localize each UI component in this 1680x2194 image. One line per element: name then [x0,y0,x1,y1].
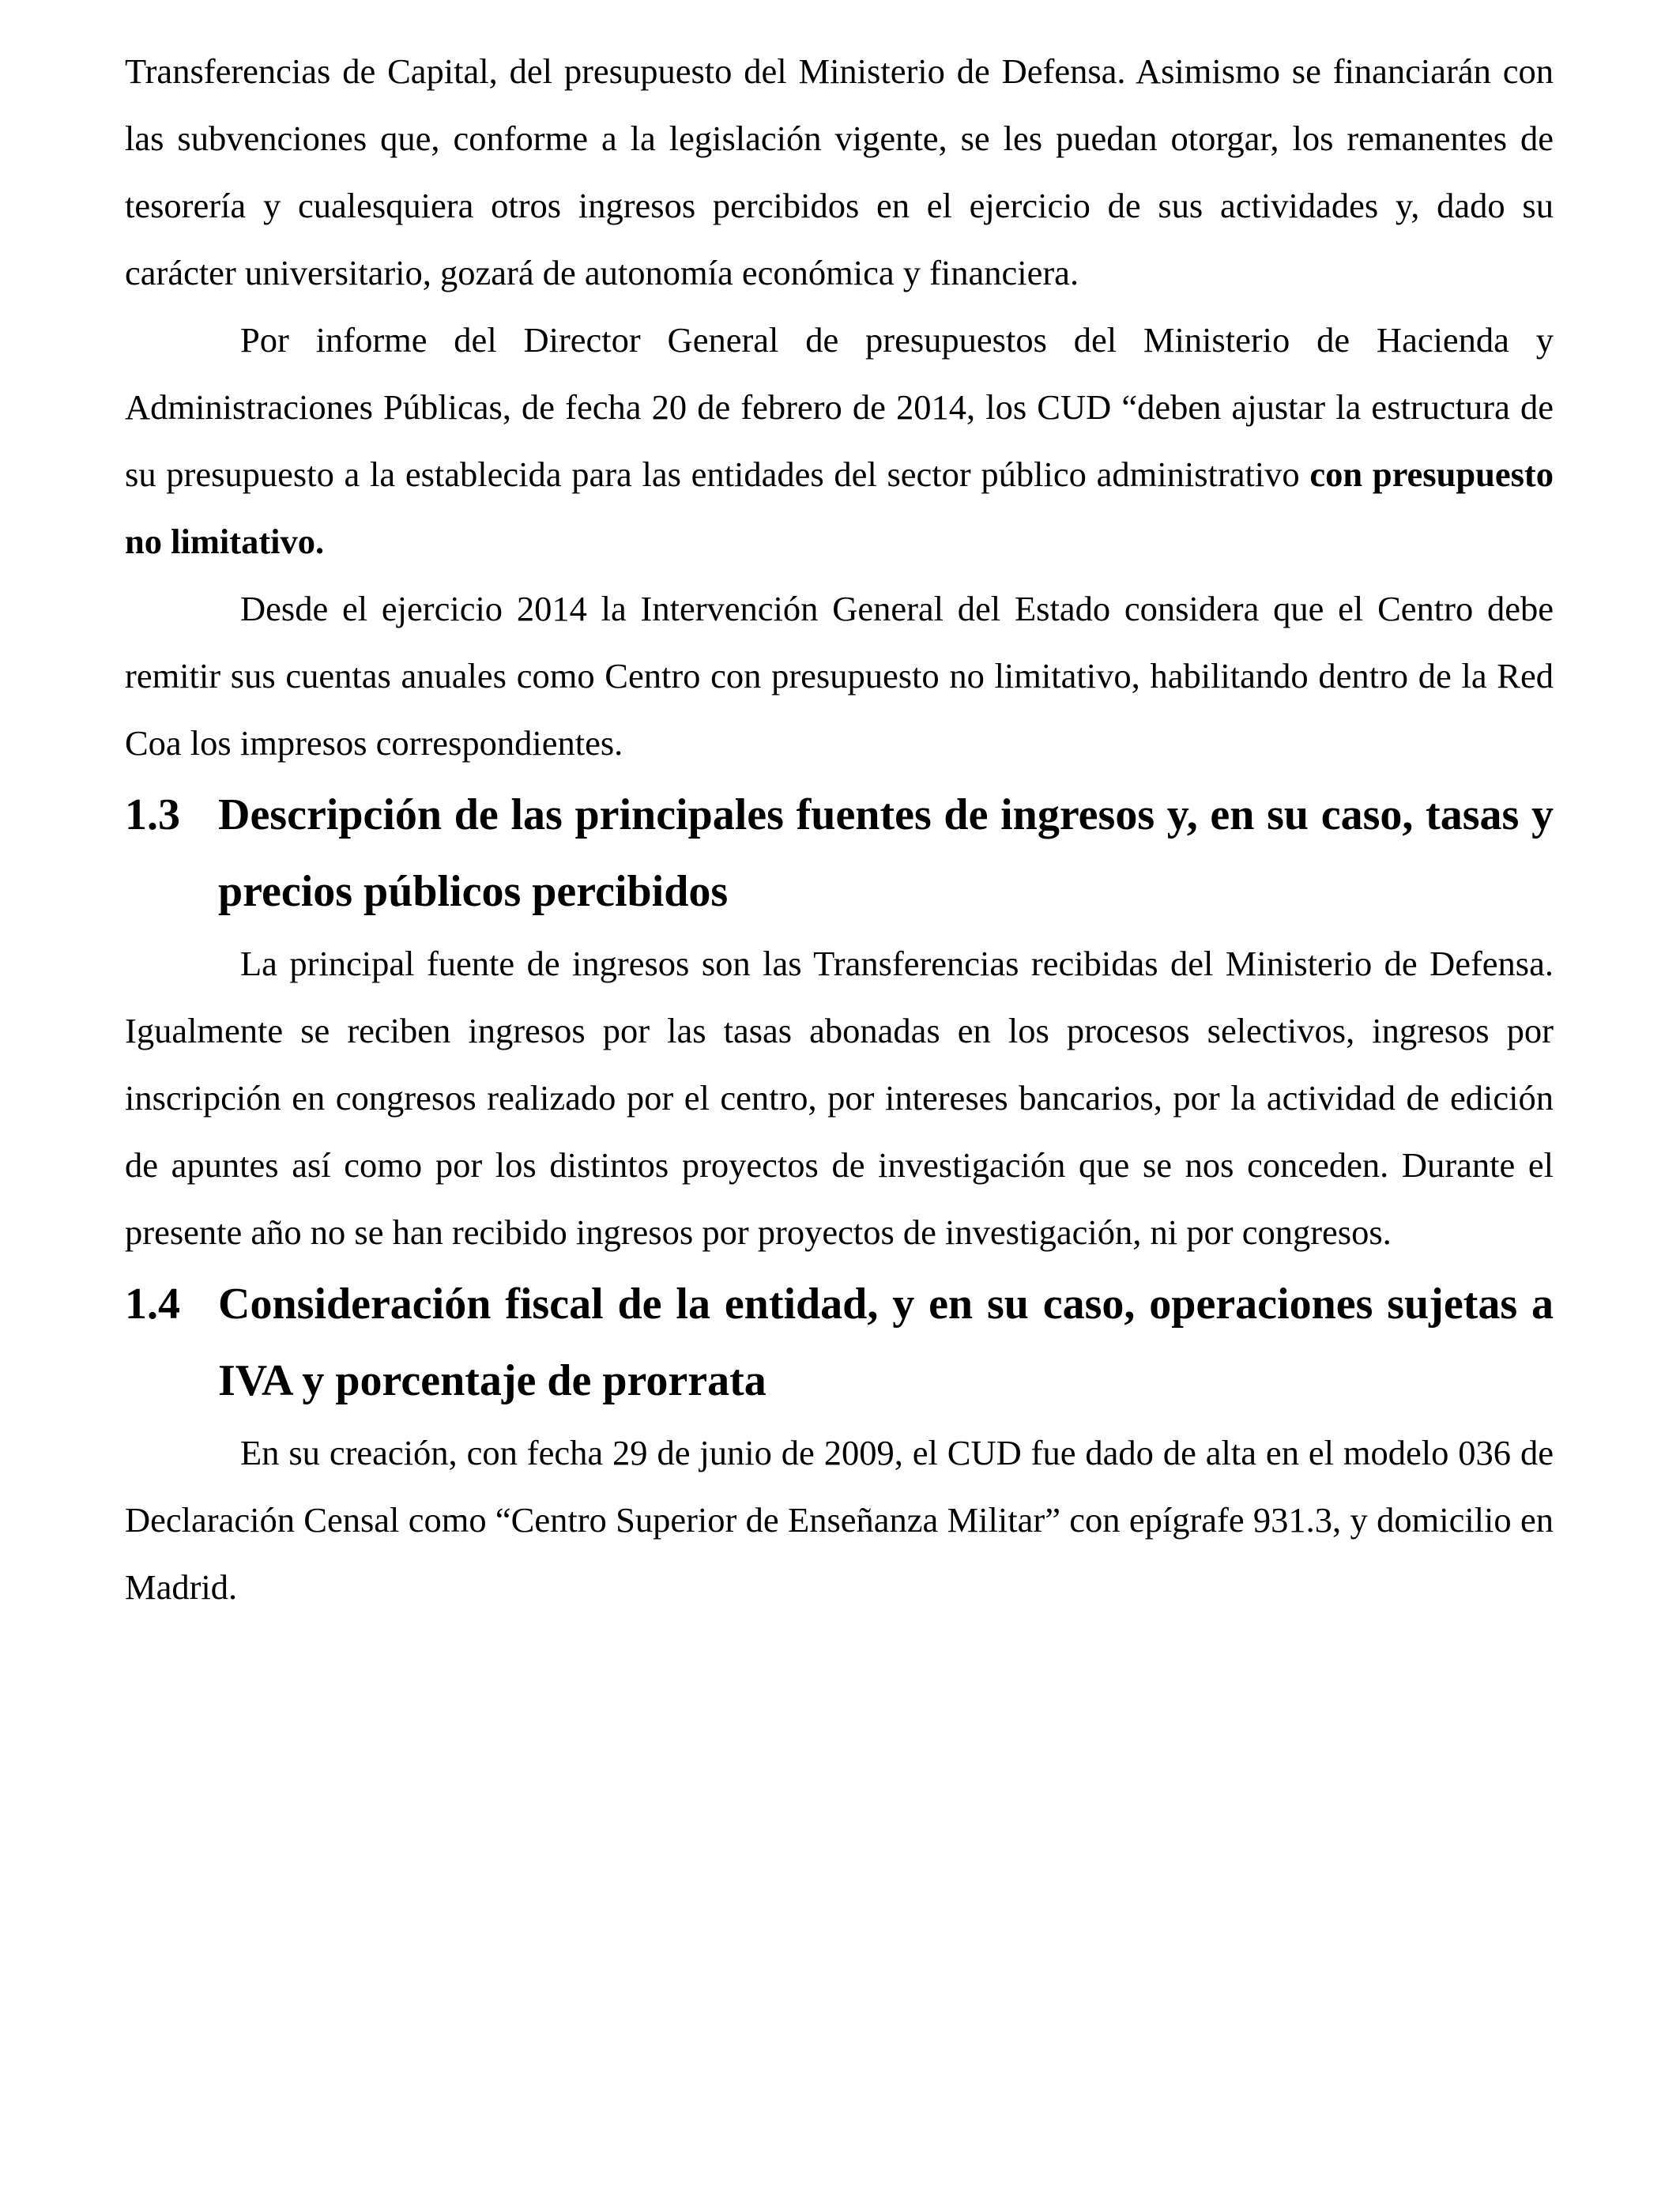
section-title: Descripción de las principales fuentes de ingresos y, en su caso, tasas y precios públicos percibidos [218,790,1554,916]
section-title: Consideración fiscal de la entidad, y en su caso, operaciones sujetas a IVA y porcentaje de prorrata [218,1280,1554,1405]
paragraph-budget-report-text: Por informe del Director General de presupuestos del Ministerio de Hacienda y Administraciones Públicas, de fecha 20 de febrero de 2014, los CUD “deben ajustar la estructura de su presupuesto a la establecida para las entidades del sector público administrativo [125,320,1554,494]
document-page [125,38,1554,1621]
section-heading-1-3 [125,777,1554,930]
paragraph-budget-report [125,307,1554,575]
section-number: 1.3 [125,790,180,839]
paragraph-intervention: Desde el ejercicio 2014 la Intervención General del Estado considera que el Centro debe remitir sus cuentas anuales como Centro con presupuesto no limitativo, habilitando dentro de la Red Coa los impresos correspondientes. [125,589,1554,763]
paragraph-budget-report-bold: con presupuesto no limitativo. [125,454,1554,561]
paragraph-financing: Transferencias de Capital, del presupuesto del Ministerio de Defensa. Asimismo se financiarán con las subvenciones que, conforme a la legislación vigente, se les puedan otorgar, los remanentes de tesorería y cualesquiera otros ingresos percibidos en el ejercicio de sus actividades y, dado su carácter universitario, gozará de autonomía económica y financiera. [125,51,1554,292]
section-number: 1.4 [125,1280,180,1329]
paragraph-tax-registration: En su creación, con fecha 29 de junio de 2009, el CUD fue dado de alta en el modelo 036 de Declaración Censal como “Centro Superior de Enseñanza Militar” con epígrafe 931.3, y domicilio en Madrid. [125,1433,1554,1607]
paragraph-income-sources: La principal fuente de ingresos son las Transferencias recibidas del Ministerio de Defensa. Igualmente se reciben ingresos por las tasas abonadas en los procesos selectivos, ingresos por inscripción en congresos realizado por el centro, por intereses bancarios, por la actividad de edición de apuntes así como por los distintos proyectos de investigación que se nos conceden. Durante el presente año no se han recibido ingresos por proyectos de investigación, ni por congresos. [125,944,1554,1252]
section-heading-1-4 [125,1266,1554,1419]
